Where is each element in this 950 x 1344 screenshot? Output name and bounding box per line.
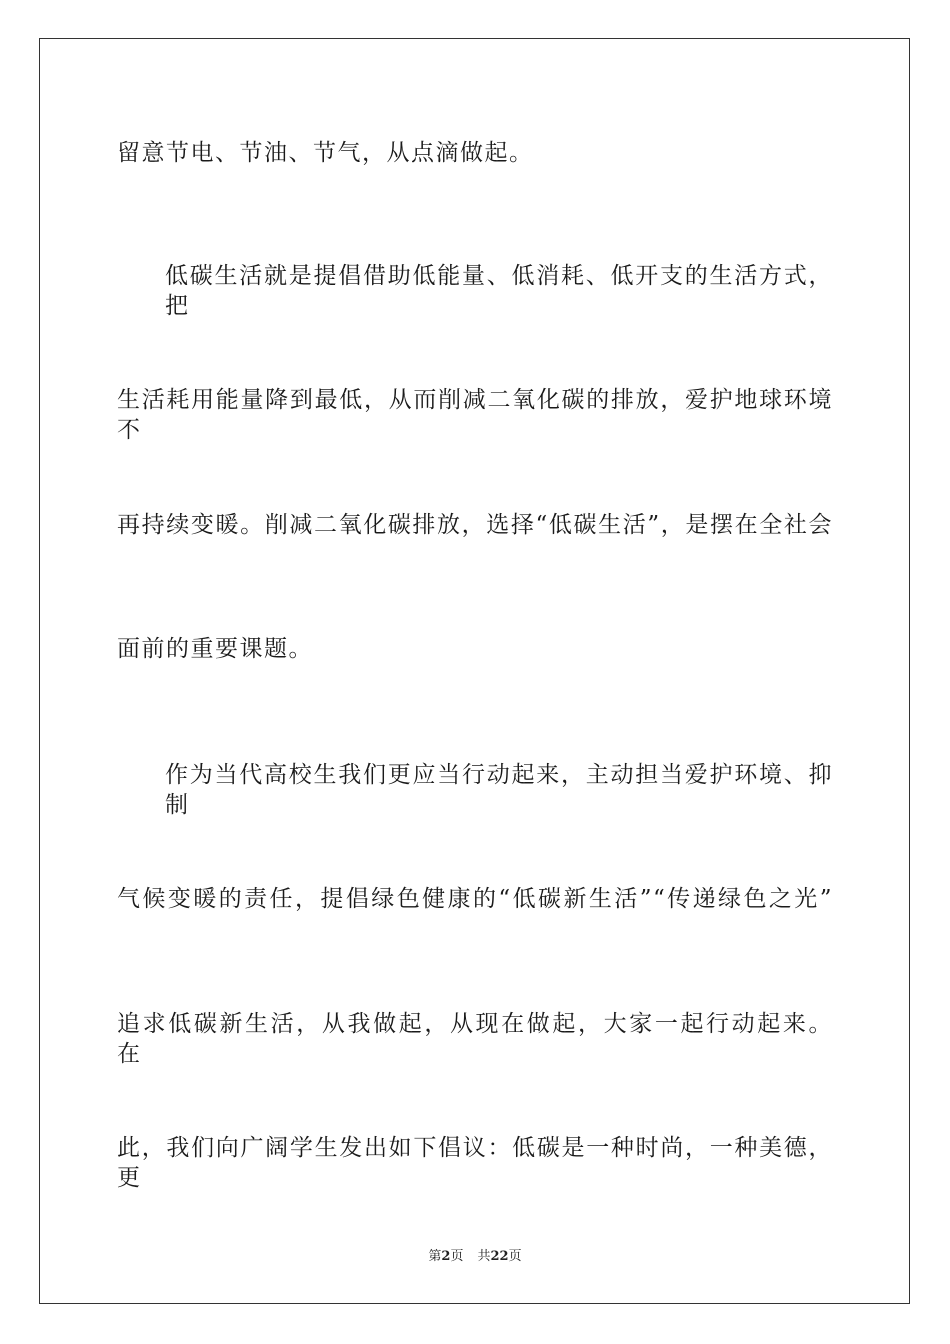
text-line-3: 生活耗用能量降到最低，从而削减二氧化碳的排放，爱护地球环境不 <box>117 387 833 443</box>
page-number: 2 <box>441 1249 451 1264</box>
text-line-7: 气候变暖的责任，提倡绿色健康的“低碳新生活”“传递绿色之光” <box>117 886 833 912</box>
text-line-1: 留意节电、节油、节气，从点滴做起。 <box>117 140 534 166</box>
page-suffix: 页 <box>450 1249 464 1264</box>
text-line-4: 再持续变暖。削减二氧化碳排放，选择“低碳生活”，是摆在全社会 <box>117 512 833 538</box>
text-line-6: 作为当代高校生我们更应当行动起来，主动担当爱护环境、抑制 <box>165 762 833 818</box>
text-line-5: 面前的重要课题。 <box>117 636 313 662</box>
total-pages: 22 <box>490 1249 509 1264</box>
text-line-2: 低碳生活就是提倡借助低能量、低消耗、低开支的生活方式，把 <box>165 263 833 319</box>
page-border <box>39 38 910 1304</box>
page-footer <box>0 1248 950 1266</box>
text-line-9: 此，我们向广阔学生发出如下倡议：低碳是一种时尚，一种美德，更 <box>117 1135 833 1191</box>
total-suffix: 页 <box>508 1249 522 1264</box>
text-line-8: 追求低碳新生活，从我做起，从现在做起，大家一起行动起来。 在 <box>117 1011 833 1067</box>
total-prefix: 共 <box>477 1249 491 1264</box>
page-prefix: 第 <box>428 1249 442 1264</box>
